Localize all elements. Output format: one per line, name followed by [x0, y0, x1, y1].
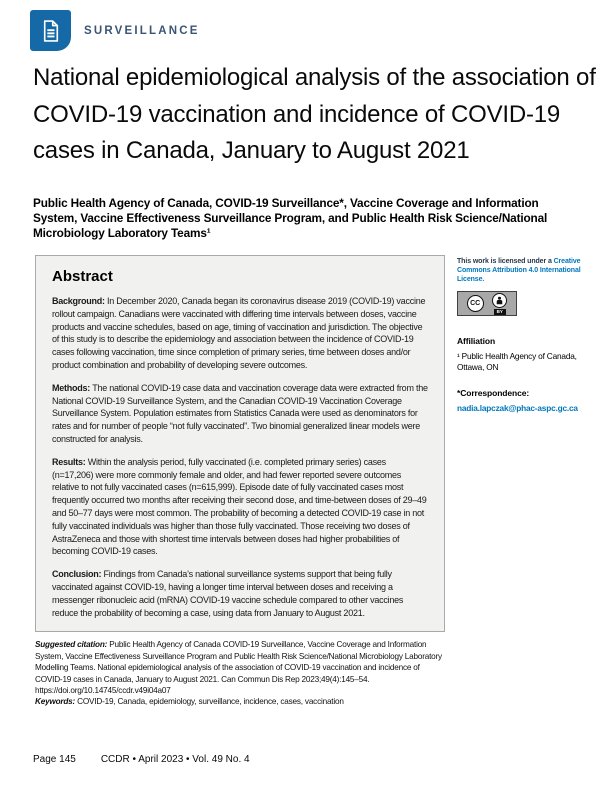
correspondence-heading: *Correspondence:: [457, 388, 530, 398]
article-authors: Public Health Agency of Canada, COVID-19 Surveillance*, Vaccine Coverage and Information System, Vaccine Effectiveness Surveillance Program, and Public Health Risk Science/National Microbiology Laboratory Teams¹: [33, 196, 548, 240]
abstract-results-label: Results:: [52, 456, 88, 467]
abstract-background-text: In December 2020, Canada began its coronavirus disease 2019 (COVID-19) vaccine rollout campaign. Canadians were vaccinated with differing time intervals between doses, vaccine products and vaccine schedules, based on age, timing of vaccination and jurisdiction. The objective of this study is to describe the epidemiology and association between the incidence of COVID-19 cases following vaccination, time since completion of primary series, time between doses and/or product combination and probability of developing severe outcomes.: [52, 296, 426, 370]
abstract-results-paragraph: [52, 456, 428, 558]
masthead: [30, 10, 200, 51]
abstract-conclusion-label: Conclusion:: [52, 569, 104, 580]
page-number: Page 145: [33, 754, 76, 765]
cc-by-person-icon: [492, 293, 507, 308]
abstract-conclusion-paragraph: [52, 568, 428, 619]
abstract-methods-paragraph: [52, 382, 428, 446]
abstract-conclusion-text: Findings from Canada’s national surveillance systems support that being fully vaccinated against COVID-19, having a longer time interval between doses and receiving a messenger ribonucleic acid (mRNA) COVID-19 vaccine schedule compared to other vaccines reduce the probability of becoming a case, using data from January to August 2021.: [52, 569, 404, 618]
cc-by-license-badge[interactable]: [457, 291, 517, 316]
abstract-methods-text: The national COVID-19 case data and vaccination coverage data were extracted from the National COVID-19 Surveillance System, and the Canadian COVID-19 Vaccination Coverage Surveillance System. Population estimates from Statistics Canada were used as denominators for rates and for number of people “not fully vaccinated”. Two binomial generalized linear models were constructed for analysis.: [52, 382, 428, 444]
main-column: [35, 255, 447, 708]
article-title: National epidemiological analysis of the association of COVID-19 vaccination and incidence of COVID-19 cases in Canada, January to August 2021: [33, 64, 596, 164]
license-link[interactable]: Creative Commons Attribution 4.0 International License.: [457, 258, 581, 283]
keywords-label: Keywords:: [35, 697, 78, 707]
cc-logo-icon: CC: [467, 295, 484, 312]
affiliation-text: ¹ Public Health Agency of Canada, Ottawa, ON: [457, 351, 577, 372]
cc-by-label: BY: [494, 309, 506, 315]
keywords-text: COVID-19, Canada, epidemiology, surveillance, incidence, cases, vaccination: [77, 697, 344, 707]
doi-link[interactable]: https://doi.org/10.14745/ccdr.v49i04a07: [35, 685, 171, 695]
abstract-results-text: Within the analysis period, fully vaccinated (i.e. completed primary series) cases (n=17,206) were more commonly female and older, and had fewer reported severe outcomes relative to not fully vaccinated cases (n=615,999). Episode date of fully vaccinated cases most frequently occurred two months after receiving their second dose, and time-between doses of 29–49 and 50–77 days were most common. The probability of becoming a detected COVID-19 case in not fully vaccinated individuals was higher than those fully vaccinated. Those receiving two doses of AstraZeneca and those with shortest time intervals between doses had higher probabilities of becoming COVID-19 cases.: [52, 456, 427, 557]
license-prefix-text: This work is licensed under a: [457, 258, 554, 265]
correspondence-email-link[interactable]: nadia.lapczak@phac-aspc.gc.ca: [457, 403, 578, 413]
surveillance-document-icon: [30, 10, 71, 51]
suggested-citation-text: Public Health Agency of Canada COVID-19 Surveillance, Vaccine Coverage and Information System, Vaccine Effectiveness Surveillance Program and Public Health Risk Science/National Microbiology Laboratory Modelling Teams. National epidemiological analysis of the association of COVID-19 vaccination and incidence of COVID-19 cases in Canada, January to August 2021. Can Commun Dis Rep 2023;49(4):145–54.: [35, 640, 442, 684]
abstract-background-label: Background:: [52, 296, 108, 306]
license-statement: [457, 257, 590, 284]
abstract-background-paragraph: [52, 295, 428, 372]
page-footer: [33, 754, 250, 765]
journal-issue-line: CCDR • April 2023 • Vol. 49 No. 4: [100, 754, 250, 765]
cc-by-attribution-mark: [492, 293, 507, 315]
keywords-line: [35, 696, 447, 707]
suggested-citation-label: Suggested citation:: [35, 640, 110, 650]
abstract-box: [35, 255, 445, 632]
sidebar: [457, 257, 590, 414]
category-label: SURVEILLANCE: [84, 24, 200, 37]
abstract-heading: Abstract: [52, 268, 113, 285]
suggested-citation: [35, 639, 447, 696]
abstract-methods-label: Methods:: [52, 382, 93, 393]
affiliation-heading: Affiliation: [457, 336, 496, 346]
